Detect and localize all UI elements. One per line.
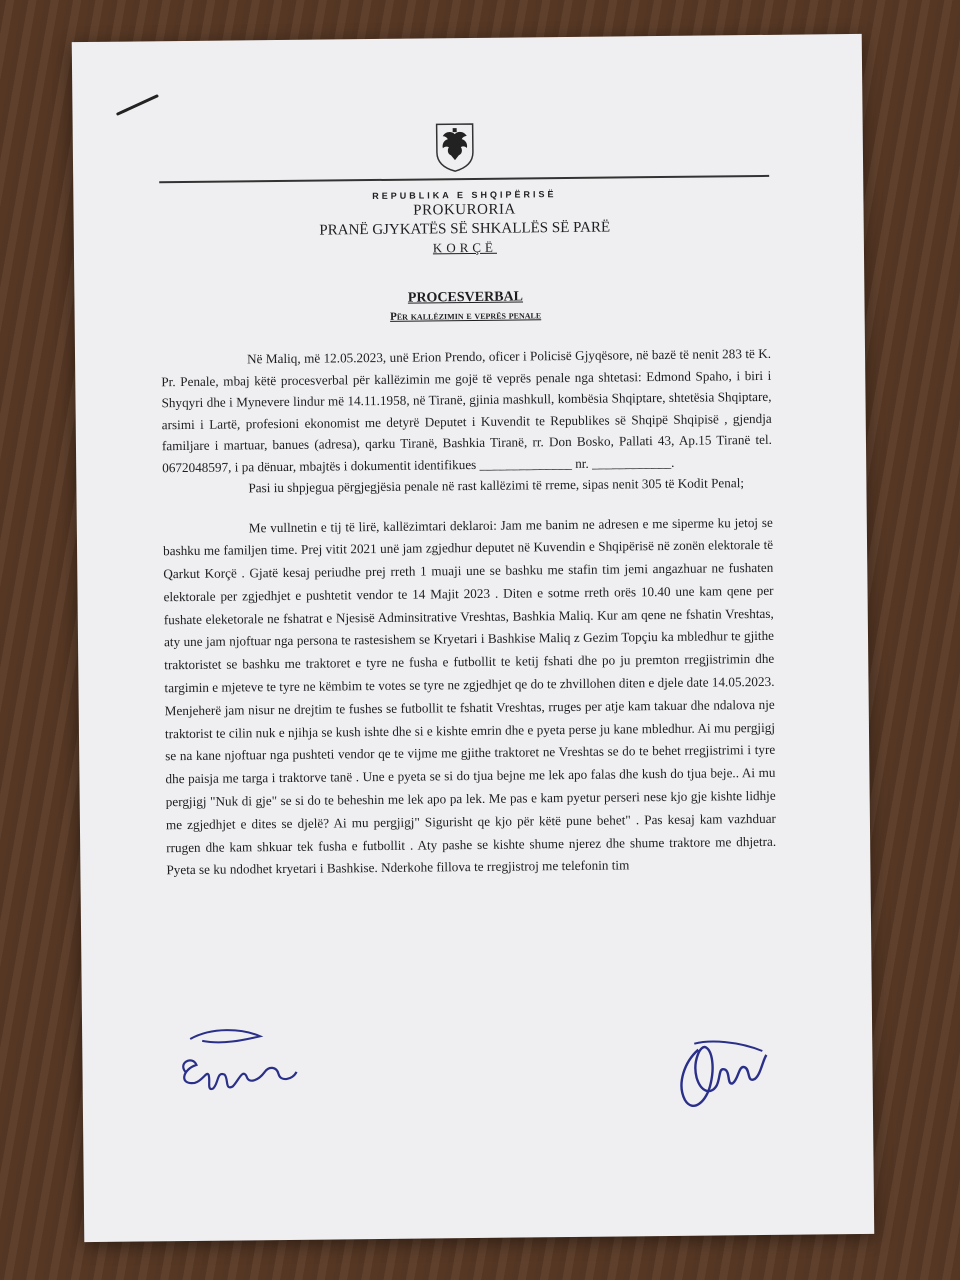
court-line: PRANË GJYKATËS SË SHKALLËS SË PARË [319, 219, 611, 239]
eagle-emblem-icon [435, 122, 476, 172]
document-title: PROCESVERBAL [407, 289, 524, 306]
office-line: PROKURORIA [413, 201, 516, 219]
document-subtitle: Për kallëzimin e veprës penale [390, 309, 542, 323]
document-page [72, 34, 875, 1242]
officer-signature [172, 1018, 323, 1110]
republic-line: REPUBLIKA E SHQIPËRISË [372, 189, 557, 202]
intro-paragraph: Në Maliq, më 12.05.2023, unë Erion Prendo, oficer i Policisë Gjyqësore, në bazë të nenit 283 të K. Pr. Penale, mbaj këtë procesverbal për kallëzimin me gojë të veprës penale nga shtetasi: Edmond Spaho, i biri i Shyqyri dhe i Mynevere lindur më 14.11.1958, në Tiranë, gjinia mashkull, kombësia Shqiptare, shtetësia Shqiptare, arsimi i Lartë, profesioni ekonomist me detyrë Deputet i Kuvendit te Republikes së Shqipë Shqipisë , gjendja familjare i martuar, banues (adresa), qarku Tiranë, Bashkia Tiranë, rr. Don Bosko, Pallati 43, Ap.15 Tiranë tel. 0672048597, i pa dënuar, mbajtës i dokumentit identifikues ______________ nr. ____________. [161, 345, 773, 475]
header-rule [159, 175, 769, 183]
letterhead [159, 187, 770, 259]
statement-paragraph: Me vullnetin e tij të lirë, kallëzimtari deklaroi: Jam me banim ne adresen e me siperme ku jetoj se bashku me familjen time. Prej vitit 2021 unë jam zgjedhur deputet në Kuvendin e Shqipërisë në zonën elektorale të Qarkut Korçë . Gjatë kesaj periudhe prej rreth 1 muaji une se bashku me stafin tim jemi angazhuar ne fushaten elektorale per zgjedhjet e pushtetit vendor te 14 Majit 2023 . Diten e sotme rreth orës 10.40 une kam qene per fushate eleketorale ne fshatrat e Njesisë Adminsitrative Vreshtas, Bashkia Maliq. Kur am qene ne fshatin Vreshtas, aty une jam njoftuar nga persona te rastesishem se Kryetari i Bashkise Maliq z Gezim Topçiu ka mbledhur te gjithe traktoristet se bashku me traktoret e tyre ne fusha e futbollit te ketij fshati dhe po ju premton rregjistrimin dhe targimin e mjeteve te tyre ne këmbim te votes se tyre ne zgjedhjet qe do te zhvillohen diten e djele date 14.05.2023. Menjeherë jam nisur ne drejtim te fushes se futbollit te fshatit Vreshtas, rruges per atje kam takuar dhe ndalova nje traktorist te cilin nuk e njihja se kush ishte dhe si e kishte emrin dhe e pyeta perse ju kane mbledhur. Ai mu pergjigj se na kane njoftuar nga pushteti vendor qe te vijme me gjithe traktoret ne Vreshtas se do te behet rregjistrimi i tyre dhe paisja me targa i traktorve tanë . Une e pyeta se si do tjua bejne me lek apo falas dhe kush do tjua beje.. Ai mu pergjigj "Nuk di gje" se si do te beheshin me lek apo pa lek. Me pas e kam pyetur perseri nese kjo gje kishte lidhje me zgjedhjet e dites se djelë? Ai mu pergjigj" Sigurisht qe kjo për këtë pune behet" . Pas kesaj kam vazhduar rrugen dhe kam shkuar tek fusha e futbollit . Aty pashe se kishte shume njerez dhe shume traktore me dhjetra. Pyeta se ku ndodhet kryetari i Bashkise. Nderkohe fillova te rregjistroj me telefonin tim [162, 514, 777, 878]
city-line: KORÇË [432, 239, 498, 256]
liability-paragraph: Pasi iu shpjegua përgjegjësia penale në rast kallëzimi të rreme, sipas nenit 305 të Kodit Penal; [248, 475, 745, 496]
pen-mark [116, 94, 159, 116]
document-body [161, 343, 777, 883]
declarant-signature [666, 1021, 777, 1122]
